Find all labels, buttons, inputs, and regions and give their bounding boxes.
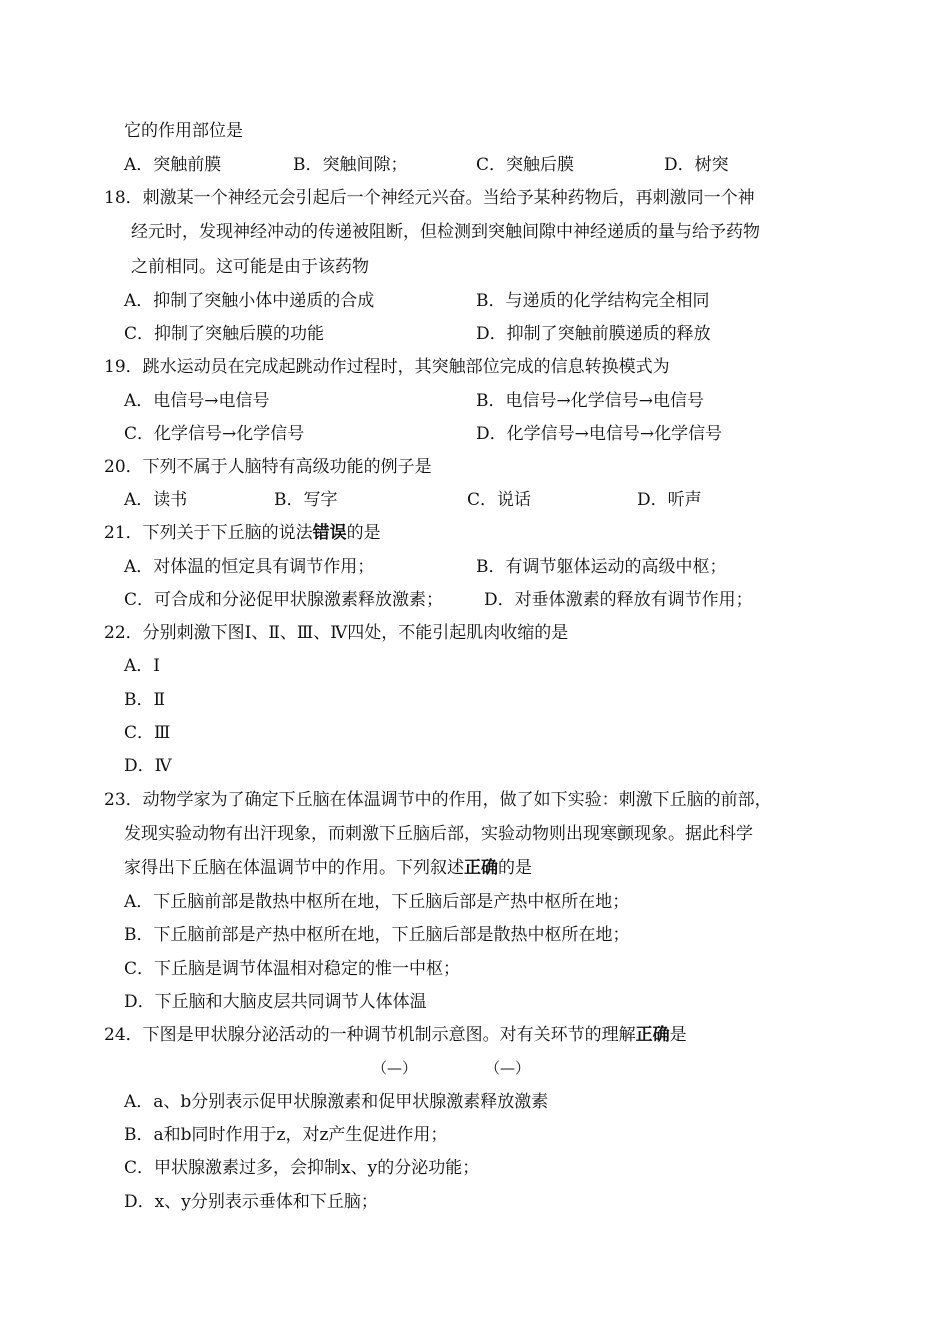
q23-stem-line1: 23．动物学家为了确定下丘脑在体温调节中的作用，做了如下实验：刺激下丘脑的前部， (104, 790, 772, 810)
q21-option-b: B．有调节躯体运动的高级中枢； (476, 557, 727, 577)
q21-stem-pre: 21．下列关于下丘脑的说法 (104, 523, 313, 543)
q23-stem-line2: 发现实验动物有出汗现象，而刺激下丘脑后部，实验动物则出现寒颤现象。据此科学 (124, 824, 753, 844)
q19-option-b: B．电信号→化学信号→电信号 (476, 391, 704, 411)
q24-option-c: C．甲状腺激素过多，会抑制x、y的分泌功能； (124, 1158, 480, 1178)
q20-option-c: C．说话 (467, 490, 532, 510)
q22-stem: 22．分别刺激下图Ⅰ、Ⅱ、Ⅲ、Ⅳ四处，不能引起肌肉收缩的是 (104, 623, 569, 643)
q24-option-b: B．a和b同时作用于z，对z产生促进作用； (124, 1125, 448, 1145)
q18-stem-line3: 之前相同。这可能是由于该药物 (131, 257, 369, 277)
q20-option-a: A．读书 (124, 490, 188, 510)
q24-stem-post: 是 (669, 1025, 687, 1045)
q20-option-d: D．听声 (637, 490, 702, 510)
q19-option-c: C．化学信号→化学信号 (124, 424, 305, 444)
q19-option-a: A．电信号→电信号 (124, 391, 270, 411)
q17-option-a: A．突触前膜 (124, 155, 222, 175)
q21-option-a: A．对体温的恒定具有调节作用； (124, 557, 375, 577)
q24-stem-keyword: 正确 (635, 1025, 670, 1045)
q18-option-b: B．与递质的化学结构完全相同 (476, 291, 710, 311)
q22-option-d: D．Ⅳ (124, 756, 172, 776)
q24-option-a: A．a、b分别表示促甲状腺激素和促甲状腺激素释放激素 (124, 1092, 549, 1112)
q23-stem-line3-pre: 家得出下丘脑在体温调节中的作用。下列叙述 (124, 858, 464, 878)
q18-option-d: D．抑制了突触前膜递质的释放 (476, 324, 711, 344)
q23-option-a: A．下丘脑前部是散热中枢所在地，下丘脑后部是产热中枢所在地； (124, 892, 630, 912)
q17-option-b: B．突触间隙； (293, 155, 408, 175)
q24-diagram-mark-2: （—） (485, 1059, 531, 1077)
q20-option-b: B．写字 (274, 490, 338, 510)
q23-stem-line3-post: 的是 (498, 858, 532, 878)
q24-diagram-mark-1: （—） (372, 1059, 418, 1077)
q18-option-a: A．抑制了突触小体中递质的合成 (124, 291, 375, 311)
q18-option-c: C．抑制了突触后膜的功能 (124, 324, 325, 344)
q24-option-d: D．x、y分别表示垂体和下丘脑； (124, 1192, 378, 1212)
q22-option-c: C．Ⅲ (124, 723, 171, 743)
q22-option-a: A．Ⅰ (124, 656, 160, 676)
q21-stem (104, 522, 381, 544)
q18-stem-line2: 经元时，发现神经冲动的传递被阻断，但检测到突触间隙中神经递质的量与给予药物 (131, 222, 760, 242)
q23-stem-line3 (124, 857, 532, 879)
q17-option-c: C．突触后膜 (476, 155, 575, 175)
q24-stem (104, 1024, 687, 1046)
q23-stem-keyword: 正确 (464, 858, 498, 878)
q23-option-d: D．下丘脑和大脑皮层共同调节人体体温 (124, 992, 427, 1012)
q21-option-c: C．可合成和分泌促甲状腺激素释放激素； (124, 590, 444, 610)
q17-stem-tail: 它的作用部位是 (124, 121, 243, 141)
q21-stem-keyword: 错误 (312, 523, 347, 543)
q18-stem-line1: 18．刺激某一个神经元会引起后一个神经元兴奋。当给予某种药物后，再刺激同一个神 (104, 188, 755, 208)
q22-option-b: B．Ⅱ (124, 690, 166, 710)
q21-stem-post: 的是 (346, 523, 381, 543)
q24-stem-pre: 24．下图是甲状腺分泌活动的一种调节机制示意图。对有关环节的理解 (104, 1025, 636, 1045)
q23-option-b: B．下丘脑前部是产热中枢所在地，下丘脑后部是散热中枢所在地； (124, 925, 630, 945)
q19-stem: 19．跳水运动员在完成起跳动作过程时，其突触部位完成的信息转换模式为 (104, 357, 670, 377)
q19-option-d: D．化学信号→电信号→化学信号 (476, 424, 723, 444)
q17-option-d: D．树突 (664, 155, 729, 175)
q20-stem: 20．下列不属于人脑特有高级功能的例子是 (104, 457, 432, 477)
q21-option-d: D．对垂体激素的释放有调节作用； (484, 590, 753, 610)
q23-option-c: C．下丘脑是调节体温相对稳定的惟一中枢； (124, 959, 461, 979)
